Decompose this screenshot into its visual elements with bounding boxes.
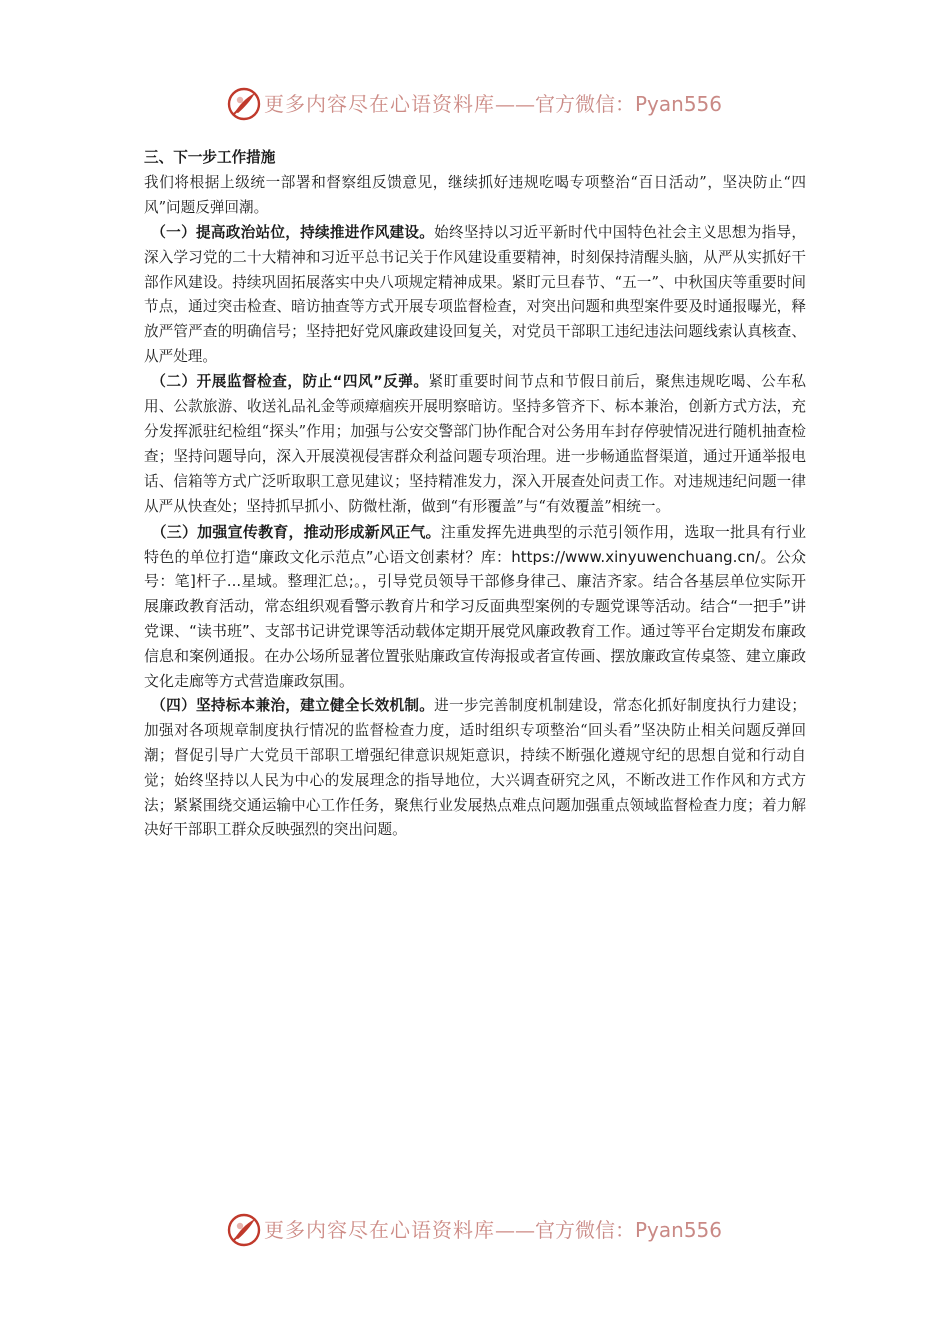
paragraph-3-body: 注重发挥先进典型的示范引领作用，选取一批具有行业特色的单位打造“廉政文化示范点”心语文创素材？库：https://www.xinyuwenchuang.cn/。公众号：笔]杆子...星域。整理汇总;。，引导党员领导干部修身律己、廉洁齐家。结合各基层单位实际开展廉政教育活动，常态组织观看警示教育片和学习反面典型案例的专题党课等活动。结合“一把手”讲党课、“读书班”、支部书记讲党课等活动载体定期开展党风廉政教育工作。通过等平台定期发布廉政信息和案例通报。在办公场所显著位置张贴廉政宣传海报或者宣传画、摆放廉政宣传桌签、建立廉政文化走廊等方式营造廉政氛围。: [144, 522, 806, 691]
paragraph-1-title: （一）提高政治站位，持续推进作风建设。: [151, 223, 435, 241]
banner-site-name: 更多内容尽在心语资料库: [264, 92, 495, 116]
paragraph-2-title: （二）开展监督检查，防止“四风”反弹。: [151, 373, 429, 391]
section-heading: 三、下一步工作措施: [144, 149, 276, 166]
banner-site-name: 更多内容尽在心语资料库: [264, 1218, 495, 1242]
section-intro: 我们将根据上级统一部署和督察组反馈意见，继续抓好违规吃喝专项整治“百日活动”，坚决防止“四风”问题反弹回潮。: [144, 173, 806, 216]
banner-text: [264, 1218, 722, 1242]
quill-logo-icon: [226, 86, 262, 122]
document-body: [144, 146, 806, 843]
paragraph-1-body: 始终坚持以习近平新时代中国特色社会主义思想为指导，深入学习党的二十大精神和习近平总书记关于作风建设重要精神，时刻保持清醒头脑，从严从实抓好干部作风建设。持续巩固拓展落实中央八项规定精神成果。紧盯元旦春节、“五一”、中秋国庆等重要时间节点，通过突击检查、暗访抽查等方式开展专项监督检查，对突出问题和典型案件要及时通报曝光，释放严管严查的明确信号；坚持把好党风廉政建设回复关，对党员干部职工违纪违法问题线索认真核查、从严处理。: [144, 223, 806, 366]
paragraph-3-title: （三）加强宣传教育，推动形成新风正气。: [151, 522, 441, 541]
banner-wechat: 官方微信：Pyan556: [535, 1218, 723, 1242]
paragraph-4-title: （四）坚持标本兼治，建立健全长效机制。: [151, 696, 435, 714]
banner-dash: ——: [495, 1218, 535, 1242]
paragraph-2-body: 紧盯重要时间节点和节假日前后，聚焦违规吃喝、公车私用、公款旅游、收送礼品礼金等顽瘴痼疾开展明察暗访。坚持多管齐下、标本兼治，创新方式方法，充分发挥派驻纪检组“探头”作用；加强与公安交警部门协作配合对公务用车封存停驶情况进行随机抽查检查；坚持问题导向，深入开展漠视侵害群众利益问题专项治理。进一步畅通监督渠道，通过开通举报电话、信箱等方式广泛听取职工意见建议；坚持精准发力，深入开展查处问责工作。对违规违纪问题一律从严从快查处；坚持抓早抓小、防微杜渐，做到“有形覆盖”与“有效覆盖”相统一。: [144, 373, 806, 515]
paragraph-1: [144, 221, 806, 370]
paragraph-2: [144, 370, 806, 519]
header-banner: [0, 84, 950, 124]
paragraph-4-body: 进一步完善制度机制建设，常态化抓好制度执行力建设；加强对各项规章制度执行情况的监督检查力度，适时组织专项整治“回头看”坚决防止相关问题反弹回潮；督促引导广大党员干部职工增强纪律意识规矩意识，持续不断强化遵规守纪的思想自觉和行动自觉；始终坚持以人民为中心的发展理念的指导地位，大兴调查研究之风，不断改进工作作风和方式方法；紧紧围绕交通运输中心工作任务，聚焦行业发展热点难点问题加强重点领域监督检查力度；着力解决好干部职工群众反映强烈的突出问题。: [144, 696, 806, 839]
banner-dash: ——: [495, 92, 535, 116]
banner-text: [264, 92, 722, 116]
quill-logo-icon: [226, 1212, 262, 1248]
paragraph-3: [144, 520, 806, 694]
banner-wechat: 官方微信：Pyan556: [535, 92, 723, 116]
footer-banner: [0, 1210, 950, 1250]
paragraph-4: [144, 694, 806, 843]
